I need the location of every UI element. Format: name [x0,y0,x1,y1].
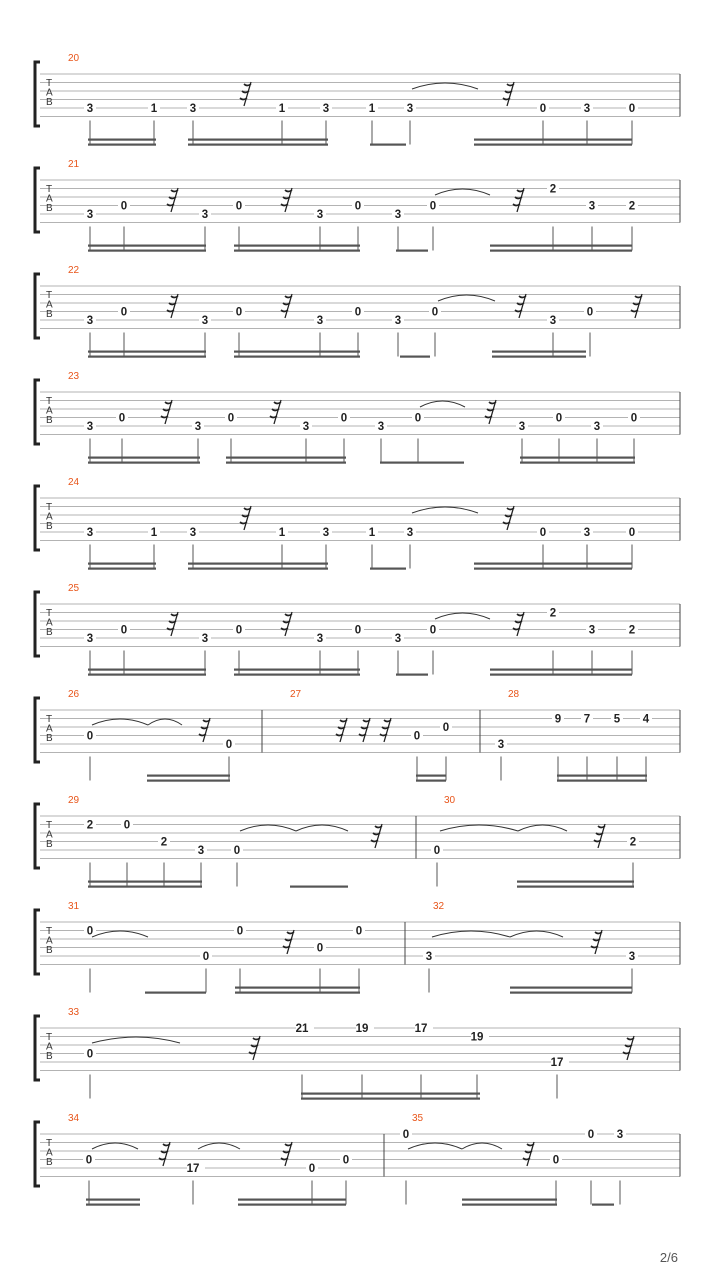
tab-system [35,795,680,888]
fret-number: 3 [628,951,636,963]
beam [88,351,206,353]
tab-clef-letter: A [46,405,53,417]
fret-number: 3 [394,633,402,645]
tab-system [35,371,680,464]
page-number: 2/6 [659,1250,678,1265]
fret-number: 0 [340,412,348,425]
tab-clef-letter: A [46,723,53,735]
fret-number: 0 [539,527,547,539]
fret-number: 3 [201,315,209,327]
beam [380,462,464,464]
system-bracket [35,380,40,444]
fret-number: 0 [86,730,94,743]
fret-number: 7 [583,713,591,726]
measure-number: 30 [444,795,456,806]
beam [88,674,206,676]
fret-number: 19 [470,1031,484,1044]
tab-clef-letter: B [46,839,53,850]
fret-number: 3 [616,1129,624,1141]
fret-number: 3 [425,951,433,963]
beam [520,457,635,459]
beam [400,356,430,358]
fret-number: 0 [552,1154,560,1167]
beam [492,351,586,353]
beam [88,568,156,570]
fret-number: 0 [429,624,437,637]
tab-clef-letter: T [46,714,53,725]
fret-number: 0 [630,412,638,425]
fret-number: 3 [316,633,324,645]
fret-number: 2 [629,836,637,849]
fret-number: 21 [295,1023,309,1035]
tab-system [35,1007,680,1100]
fret-number: 0 [587,1129,595,1141]
fret-number: 0 [235,306,243,319]
beam [88,881,202,883]
system-bracket [35,168,40,232]
beam [416,780,446,782]
fret-number: 3 [201,209,209,221]
fret-number: 0 [431,306,439,319]
fret-number: 3 [201,633,209,645]
beam [301,1093,480,1095]
beam [88,356,206,358]
fret-number: 1 [278,103,286,115]
tab-system [35,689,680,782]
beam [492,356,586,358]
tab-clef-letter: B [46,309,53,320]
measure-number: 33 [68,1007,80,1018]
fret-number: 2 [628,200,636,213]
beam [226,462,346,464]
tie-arc [412,507,478,513]
fret-number: 1 [150,103,158,115]
fret-number: 0 [342,1154,350,1167]
measure-number: 32 [433,901,445,912]
fret-number: 0 [442,722,450,734]
measure-number: 27 [290,689,302,700]
beam [517,881,634,883]
fret-number: 3 [86,103,94,115]
fret-number: 0 [227,412,235,425]
tab-clef-letter: A [46,299,53,311]
beam [188,568,328,570]
beam [520,462,635,464]
beam [147,775,230,777]
fret-number: 3 [406,103,414,115]
beam [188,144,328,146]
beam [88,139,156,141]
system-bracket [35,1122,40,1186]
tie-arc [518,825,567,831]
fret-number: 0 [118,412,126,425]
fret-number: 1 [368,527,376,539]
tab-clef-letter: A [46,1147,53,1159]
tab-clef-letter: T [46,502,53,513]
fret-number: 0 [429,200,437,213]
fret-number: 3 [549,315,557,327]
tie-arc [435,613,490,619]
fret-number: 17 [414,1023,428,1035]
beam [188,139,328,141]
systems [35,53,680,1206]
fret-number: 3 [316,209,324,221]
beam [234,674,360,676]
fret-number: 0 [354,306,362,319]
beam [88,250,206,252]
tie-arc [408,1143,462,1149]
fret-number: 0 [308,1163,316,1175]
beam [510,987,632,989]
beam [234,250,360,252]
measure-number: 28 [508,689,520,700]
fret-number: 3 [197,845,205,857]
fret-number: 2 [86,819,94,832]
fret-number: 3 [322,527,330,539]
tie-arc [92,1143,138,1149]
beam [238,1204,346,1206]
tab-clef-letter: B [46,521,53,532]
tab-clef-letter: T [46,184,53,195]
system-bracket [35,804,40,868]
fret-number: 3 [377,421,385,433]
fret-number: 3 [194,421,202,433]
tie-arc [92,1037,180,1043]
beam [462,1204,557,1206]
fret-number: 0 [86,1048,94,1061]
tie-arc [420,401,465,407]
fret-number: 2 [628,624,636,637]
beam [147,780,230,782]
fret-number: 3 [86,633,94,645]
measure-number: 26 [68,689,80,700]
beam [474,568,632,570]
beam [188,563,328,565]
beam [88,563,156,565]
fret-number: 1 [368,103,376,115]
tab-clef-letter: A [46,935,53,947]
fret-number: 3 [189,103,197,115]
beam [490,250,632,252]
fret-number: 3 [322,103,330,115]
fret-number: 3 [588,200,596,213]
tab-clef-letter: T [46,290,53,301]
fret-number: 3 [316,315,324,327]
tab-clef-letter: A [46,87,53,99]
beam [370,568,406,570]
beam [226,457,346,459]
system-bracket [35,274,40,338]
fret-number: 0 [555,412,563,425]
beam [238,1199,346,1201]
fret-number: 3 [86,421,94,433]
system-bracket [35,698,40,762]
tie-arc [296,825,348,831]
fret-number: 0 [316,942,324,955]
fret-number: 3 [497,739,505,751]
fret-number: 3 [189,527,197,539]
beam [557,780,647,782]
fret-number: 3 [583,527,591,539]
beam [88,245,206,247]
beam [88,457,200,459]
tie-arc [432,931,510,937]
tab-clef-letter: T [46,396,53,407]
tie-arc [412,83,478,89]
fret-number: 0 [86,925,94,938]
fret-number: 0 [354,624,362,637]
tab-clef-letter: B [46,733,53,744]
fret-number: 0 [235,200,243,213]
measure-number: 31 [68,901,80,912]
beam [88,144,156,146]
measure-number: 24 [68,477,80,488]
beam [592,1204,614,1206]
tab-clef-letter: T [46,926,53,937]
measure-number: 29 [68,795,80,806]
fret-number: 0 [628,103,636,115]
tab-system [35,477,680,570]
fret-number: 0 [433,845,441,857]
beam [490,674,632,676]
measure-number: 23 [68,371,80,382]
fret-number: 0 [539,103,547,115]
fret-number: 9 [554,713,562,726]
system-bracket [35,592,40,656]
fret-number: 3 [518,421,526,433]
tab-clef-letter: B [46,627,53,638]
fret-number: 3 [302,421,310,433]
beam [557,775,647,777]
fret-number: 4 [642,713,650,726]
beam [145,992,206,994]
fret-number: 0 [202,951,210,963]
fret-number: 0 [628,527,636,539]
fret-number: 3 [588,624,596,637]
fret-number: 17 [550,1057,564,1069]
tab-system [35,583,680,676]
fret-number: 3 [406,527,414,539]
fret-number: 0 [586,306,594,319]
tab-clef-letter: T [46,1032,53,1043]
fret-number: 17 [186,1163,200,1175]
beam [234,245,360,247]
tab-clef-letter: A [46,193,53,205]
fret-number: 0 [120,306,128,319]
beam [234,356,360,358]
fret-number: 3 [593,421,601,433]
tab-system [35,265,680,358]
beam [474,563,632,565]
tie-arc [92,719,148,725]
measure-number: 20 [68,53,80,64]
beam [235,987,360,989]
system-bracket [35,62,40,126]
tie-arc [92,931,148,937]
beam [462,1199,557,1201]
measure-number: 25 [68,583,80,594]
beam [510,992,632,994]
measure-number: 35 [412,1113,424,1124]
tab-clef-letter: A [46,829,53,841]
tab-clef-letter: B [46,97,53,108]
beam [234,351,360,353]
system-bracket [35,1016,40,1080]
beam [490,669,632,671]
beam [416,775,446,777]
beam [290,886,348,888]
beam [396,250,428,252]
fret-number: 0 [354,200,362,213]
beam [370,144,406,146]
fret-number: 19 [355,1023,369,1035]
fret-number: 0 [123,819,131,832]
fret-number: 2 [549,183,557,196]
fret-number: 3 [86,209,94,221]
tab-clef-letter: A [46,511,53,523]
tab-clef-letter: B [46,203,53,214]
fret-number: 2 [160,836,168,849]
fret-number: 3 [583,103,591,115]
tab-clef-letter: T [46,820,53,831]
fret-number: 5 [613,713,621,726]
beam [490,245,632,247]
fret-number: 0 [355,925,363,938]
fret-number: 0 [236,925,244,938]
fret-number: 0 [225,739,233,751]
beam [396,674,428,676]
tie-arc [198,1143,240,1149]
beam [474,144,632,146]
fret-number: 0 [235,624,243,637]
tab-system [35,901,680,994]
system-bracket [35,910,40,974]
tab-system [35,1113,680,1206]
fret-number: 3 [394,209,402,221]
system-bracket [35,486,40,550]
fret-number: 0 [413,730,421,743]
beam [474,139,632,141]
fret-number: 3 [86,315,94,327]
measure-number: 34 [68,1113,80,1124]
tab-system [35,53,680,146]
tab-clef-letter: B [46,415,53,426]
tab-clef-letter: T [46,78,53,89]
beam [88,462,200,464]
fret-number: 0 [85,1154,93,1167]
fret-number: 0 [414,412,422,425]
measure-number: 21 [68,159,80,170]
fret-number: 0 [233,845,241,857]
tab-clef-letter: A [46,1041,53,1053]
tie-arc [148,719,182,725]
beam [86,1199,140,1201]
tab-clef-letter: B [46,945,53,956]
tie-arc [462,1143,502,1149]
fret-number: 1 [278,527,286,539]
tab-clef-letter: T [46,1138,53,1149]
tie-arc [240,825,296,831]
tie-arc [510,931,563,937]
fret-number: 3 [394,315,402,327]
measure-number: 22 [68,265,80,276]
tab-clef-letter: B [46,1051,53,1062]
fret-number: 1 [150,527,158,539]
tab-clef-letter: A [46,617,53,629]
tab-clef-letter: T [46,608,53,619]
beam [88,669,206,671]
beam [234,669,360,671]
tie-arc [440,825,518,831]
fret-number: 0 [402,1129,410,1141]
tie-arc [438,295,495,301]
beam [517,886,634,888]
fret-number: 2 [549,607,557,620]
beam [235,992,360,994]
fret-number: 3 [86,527,94,539]
beam [301,1098,480,1100]
tab-clef-letter: B [46,1157,53,1168]
tie-arc [435,189,490,195]
tab-system [35,159,680,252]
beam [86,1204,140,1206]
beam [88,886,202,888]
fret-number: 0 [120,624,128,637]
fret-number: 0 [120,200,128,213]
